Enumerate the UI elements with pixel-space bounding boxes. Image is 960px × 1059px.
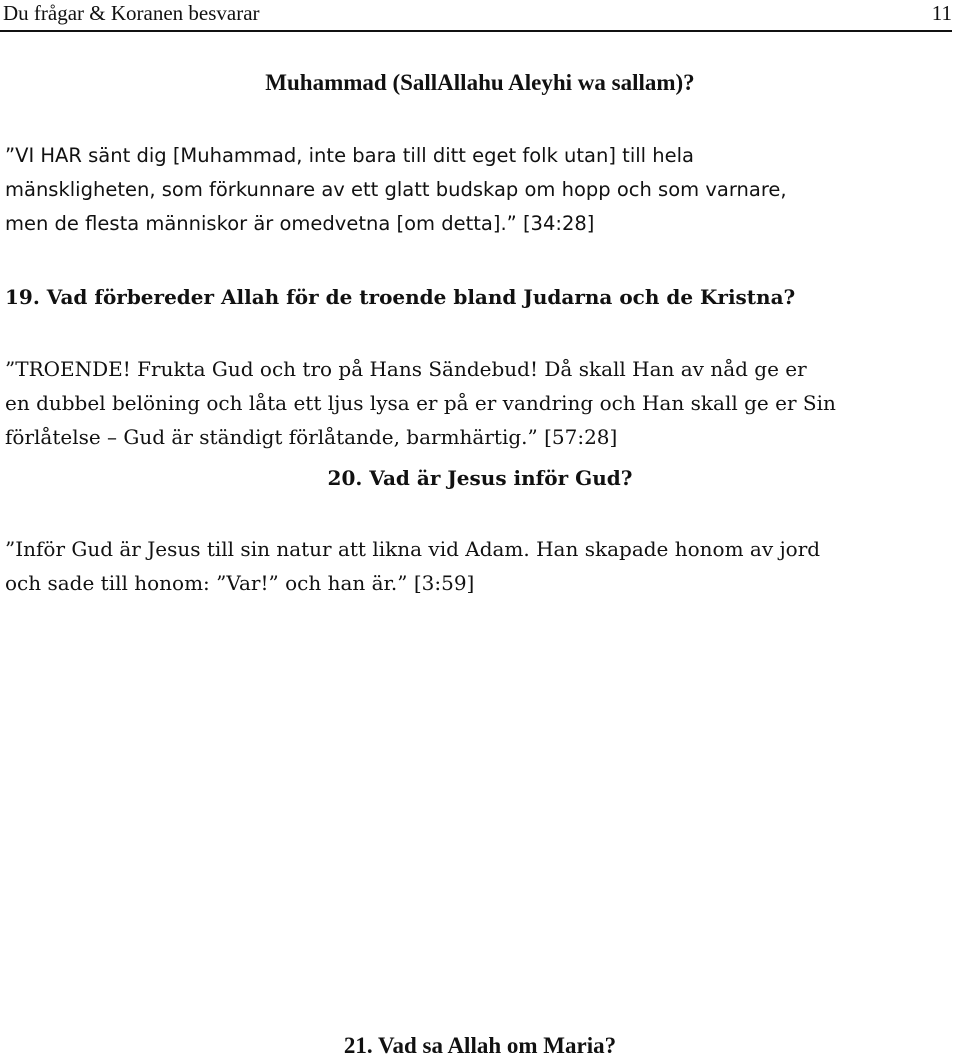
section-heading: Muhammad (SallAllahu Aleyhi wa sallam)? [265,70,695,95]
quote-line: och sade till honom: ”Var!” och han är.” [3:59] [5,571,475,595]
quote-line: ”VI HAR sänt dig [Muhammad, inte bara till ditt eget folk utan] till hela [5,144,694,167]
quote-34-28 [5,139,955,241]
quote-line: ”TROENDE! Frukta Gud och tro på Hans Sändebud! Då skall Han av nåd ge er [5,357,807,381]
quote-57-28 [5,352,955,454]
header-title: Du frågar & Koranen besvarar [3,1,260,25]
question-21: 21. Vad sa Allah om Maria? [343,1033,617,1058]
page-header [0,0,952,32]
quote-line: men de flesta människor är omedvetna [om detta].” [34:28] [5,212,595,235]
page-number: 11 [931,1,952,25]
question-19: 19. Vad förbereder Allah för de troende bland Judarna och de Kristna? [5,285,796,309]
quote-line: en dubbel belöning och låta ett ljus lysa er på er vandring och Han skall ge er Sin [5,391,836,415]
quote-line: förlåtelse – Gud är ständigt förlåtande, barmhärtig.” [57:28] [5,425,618,449]
question-20: 20. Vad är Jesus inför Gud? [327,466,633,490]
quote-line: mänskligheten, som förkunnare av ett glatt budskap om hopp och som varnare, [5,178,787,201]
quote-line: ”Inför Gud är Jesus till sin natur att likna vid Adam. Han skapade honom av jord [5,537,821,561]
quote-3-59 [5,532,955,600]
